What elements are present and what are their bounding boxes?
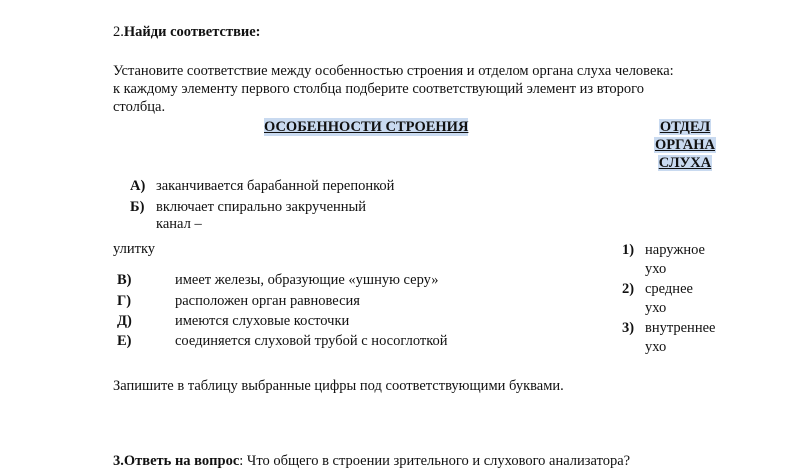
item-text-b-cont2: улитку bbox=[113, 241, 156, 257]
option-text-1-cont: ухо bbox=[645, 261, 667, 277]
task2-number: 2. bbox=[113, 24, 124, 40]
option-text-3: внутреннее bbox=[645, 320, 716, 336]
item-letter-b: Б) bbox=[130, 199, 145, 215]
task2-title-text: Найди соответствие: bbox=[123, 24, 261, 40]
task3-question bbox=[113, 452, 630, 470]
item-text-e: соединяется слуховой трубой с носоглоткой bbox=[175, 333, 448, 349]
item-text-g: расположен орган равновесия bbox=[175, 293, 360, 309]
column-header-features: ОСОБЕННОСТИ СТРОЕНИЯ bbox=[264, 119, 469, 135]
column-header-departments-line-1: ОТДЕЛ bbox=[659, 119, 711, 135]
column-header-departments-line-3: СЛУХА bbox=[658, 155, 712, 171]
option-text-3-cont: ухо bbox=[645, 339, 667, 355]
option-number-2: 2) bbox=[622, 281, 635, 297]
item-text-b-cont: канал – bbox=[156, 216, 202, 232]
option-number-3: 3) bbox=[622, 320, 635, 336]
column-header-departments-line-2: ОРГАНА bbox=[654, 137, 715, 153]
item-letter-v: В) bbox=[117, 272, 132, 288]
option-text-2: среднее bbox=[645, 281, 693, 297]
column-header-departments bbox=[640, 118, 730, 172]
item-text-a: заканчивается барабанной перепонкой bbox=[156, 178, 395, 194]
option-number-1: 1) bbox=[622, 242, 635, 258]
item-letter-e: Е) bbox=[117, 333, 132, 349]
instruction-line-2: к каждому элементу первого столбца подберите соответствующий элемент из второго bbox=[113, 81, 644, 97]
task3-label: 3.Ответь на вопрос bbox=[113, 453, 240, 469]
instruction-line-3: столбца. bbox=[113, 99, 166, 115]
item-letter-g: Г) bbox=[117, 293, 132, 309]
option-text-2-cont: ухо bbox=[645, 300, 667, 316]
option-text-1: наружное bbox=[645, 242, 705, 258]
item-letter-a: А) bbox=[130, 178, 146, 194]
task3-question-text: : Что общего в строении зрительного и слухового анализатора? bbox=[239, 453, 631, 469]
item-text-d: имеются слуховые косточки bbox=[175, 313, 350, 329]
instruction-line-1: Установите соответствие между особенностью строения и отделом органа слуха человека: bbox=[113, 63, 674, 79]
item-text-b: включает спирально закрученный bbox=[156, 199, 367, 215]
item-letter-d: Д) bbox=[117, 313, 132, 329]
answer-instruction: Запишите в таблицу выбранные цифры под соответствующими буквами. bbox=[113, 378, 564, 394]
task2-title bbox=[113, 23, 261, 41]
item-text-v: имеет железы, образующие «ушную серу» bbox=[175, 272, 439, 288]
